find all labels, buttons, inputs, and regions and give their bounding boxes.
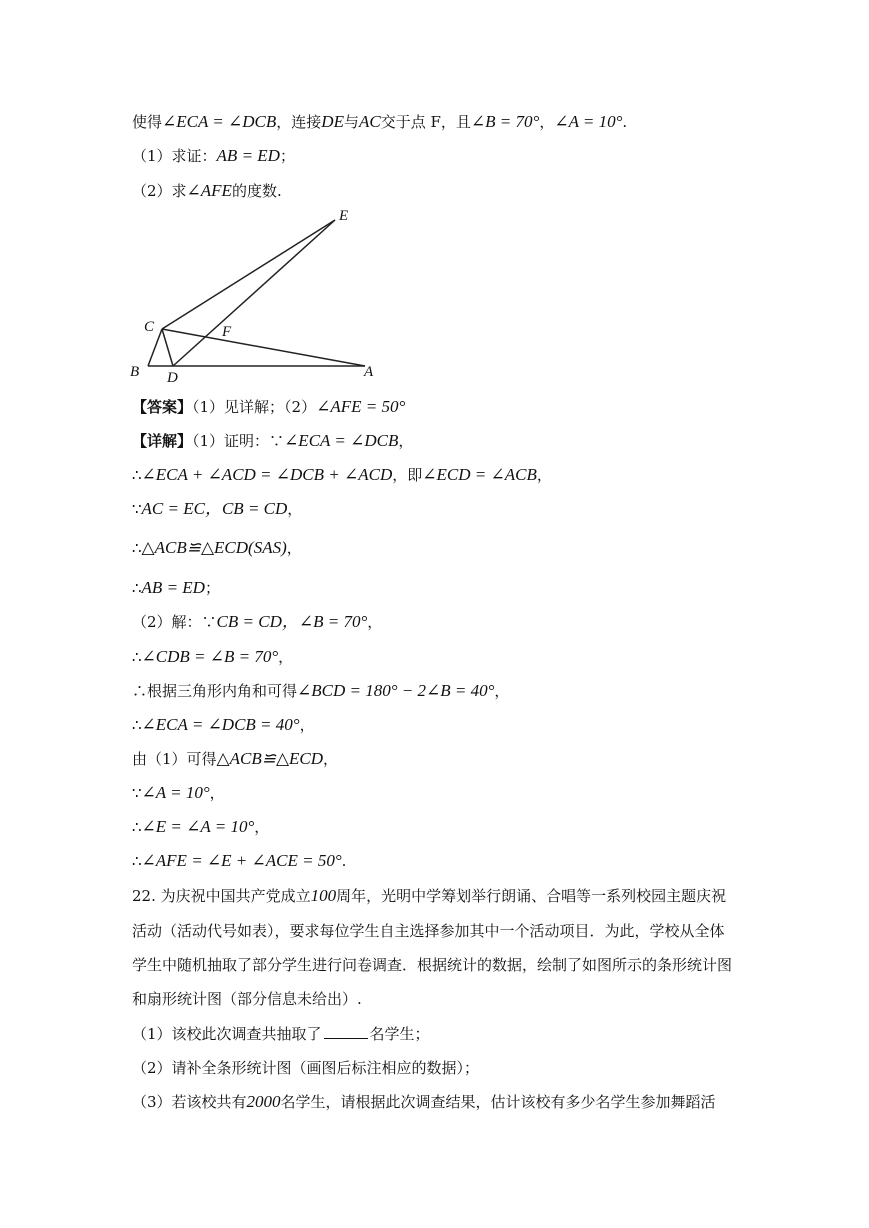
label-D: D — [167, 370, 178, 385]
detail-tag: 【详解】 — [132, 432, 193, 450]
answer-blank — [324, 1024, 368, 1039]
text: 交于点 F，且 — [380, 113, 471, 131]
label-B: B — [130, 364, 140, 380]
math-expression: △ACB≌△ECD — [216, 749, 324, 768]
detail-line-11 — [132, 783, 225, 803]
text: （3）若该校共有 — [132, 1093, 247, 1111]
math-expression: ∠ECA = ∠DCB — [284, 431, 399, 450]
math-expression: DE — [321, 112, 344, 131]
math-expression: ∠ECA = ∠DCB = 40° — [141, 715, 300, 734]
problem22-line2 — [132, 921, 725, 941]
math-expression: AC — [358, 112, 381, 131]
text: ， — [287, 500, 303, 518]
text: ， — [539, 113, 555, 131]
math-expression: ∠AFE = ∠E + ∠ACE = 50° — [141, 851, 342, 870]
geometry-figure — [120, 200, 390, 385]
math-expression: ∠ECA = ∠DCB — [162, 112, 277, 131]
text: （2）求 — [132, 182, 187, 200]
label-F: F — [222, 324, 232, 340]
label-A: A — [364, 364, 374, 380]
math-expression: ∠ECD = ∠ACB — [422, 465, 537, 484]
segment-DE — [173, 220, 335, 366]
segment-CE — [162, 220, 335, 329]
math-expression: ∠E = ∠A = 10° — [141, 817, 255, 836]
detail-line-9 — [132, 715, 315, 735]
text: ，即 — [392, 466, 423, 484]
detail-line-2 — [132, 465, 552, 485]
text: 使得 — [132, 113, 163, 131]
detail-line-7 — [132, 647, 293, 667]
detail-line-12 — [132, 817, 269, 837]
text: （2）解：∵ — [132, 613, 217, 631]
text: ，连接 — [276, 113, 322, 131]
text: （1）求证： — [132, 147, 217, 165]
text: ， — [398, 432, 414, 450]
math-expression: AC = EC，CB = CD — [141, 499, 288, 518]
problem22-question2 — [132, 1058, 479, 1078]
text: ， — [278, 648, 294, 666]
text: 活动（活动代号如表），要求每位学生自主选择参加其中一个活动项目．为此，学校从全体 — [132, 922, 725, 940]
math-expression: ∠BCD = 180° − 2∠B = 40° — [297, 681, 495, 700]
detail-line-4 — [132, 538, 302, 558]
text: ∵ — [132, 784, 142, 802]
text: ； — [279, 147, 295, 165]
text: ； — [204, 579, 220, 597]
text: 和扇形统计图（部分信息未给出）. — [132, 990, 362, 1008]
number: 2000 — [246, 1092, 281, 1111]
problem21-question2 — [132, 181, 282, 201]
text: ∴根据三角形内角和可得 — [132, 682, 298, 700]
math-expression: ∠A = 10° — [141, 783, 210, 802]
text: （2）请补全条形统计图（画图后标注相应的数据）； — [132, 1059, 480, 1077]
problem22-line4 — [132, 989, 362, 1009]
problem21-question1 — [132, 146, 295, 166]
detail-line-8 — [132, 681, 509, 701]
detail-line-1 — [132, 431, 413, 451]
text: . — [341, 852, 347, 870]
answer-tag: 【答案】 — [132, 398, 193, 416]
math-expression: ∠AFE = 50° — [316, 397, 406, 416]
detail-line-3 — [132, 499, 302, 519]
text: ， — [254, 818, 270, 836]
text: ∴ — [132, 466, 142, 484]
text: 学生中随机抽取了部分学生进行问卷调查．根据统计的数据，绘制了如图所示的条形统计图 — [132, 956, 733, 974]
math-expression: AB = ED — [141, 578, 205, 597]
text: ∴ — [132, 852, 142, 870]
detail-line-13 — [132, 851, 346, 871]
math-expression: △ACB≌△ECD(SAS) — [141, 538, 287, 557]
text: ∴ — [132, 648, 142, 666]
problem22-line3 — [132, 955, 732, 975]
detail-line-5 — [132, 578, 220, 598]
math-expression: ∠CDB = ∠B = 70° — [141, 647, 279, 666]
text: （1）证明：∵ — [192, 432, 285, 450]
text: 的度数. — [231, 182, 282, 200]
text: 22. 为庆祝中国共产党成立 — [132, 887, 311, 905]
text: ∴ — [132, 579, 142, 597]
math-expression: ∠AFE — [186, 181, 232, 200]
answer-line — [132, 397, 405, 417]
label-E: E — [339, 208, 349, 224]
text: ， — [209, 784, 225, 802]
math-expression: ∠ECA + ∠ACD = ∠DCB + ∠ACD — [141, 465, 393, 484]
text: 周年，光明中学筹划举行朗诵、合唱等一系列校园主题庆祝 — [336, 887, 727, 905]
number: 100 — [310, 886, 337, 905]
text: 与 — [343, 113, 359, 131]
text: . — [622, 113, 628, 131]
problem22-question3 — [132, 1092, 716, 1112]
text: （1）该校此次调查共抽取了 — [132, 1025, 322, 1043]
detail-line-10 — [132, 749, 338, 769]
math-expression: CB = CD，∠B = 70° — [216, 612, 368, 631]
text: 名学生，请根据此次调查结果，估计该校有多少名学生参加舞蹈活 — [280, 1093, 716, 1111]
text: ， — [494, 682, 510, 700]
problem22-question1 — [132, 1024, 430, 1044]
text: ∵ — [132, 500, 142, 518]
detail-line-6 — [132, 612, 382, 632]
text: （1）见详解；（2） — [192, 398, 317, 416]
math-expression: ∠A = 10° — [554, 112, 623, 131]
label-C: C — [144, 319, 155, 335]
text: ∴ — [132, 539, 142, 557]
math-expression: ∠B = 70° — [470, 112, 540, 131]
text: ， — [323, 750, 339, 768]
text: ∴ — [132, 818, 142, 836]
problem21-line1 — [132, 112, 627, 132]
text: ， — [286, 539, 302, 557]
text: ， — [536, 466, 552, 484]
text: 名学生； — [369, 1025, 430, 1043]
text: ， — [367, 613, 383, 631]
segment-CD — [162, 329, 173, 366]
math-expression: AB = ED — [216, 146, 280, 165]
text: 由（1）可得 — [132, 750, 217, 768]
text: ∴ — [132, 716, 142, 734]
problem22-line1 — [132, 886, 726, 906]
text: ， — [299, 716, 315, 734]
